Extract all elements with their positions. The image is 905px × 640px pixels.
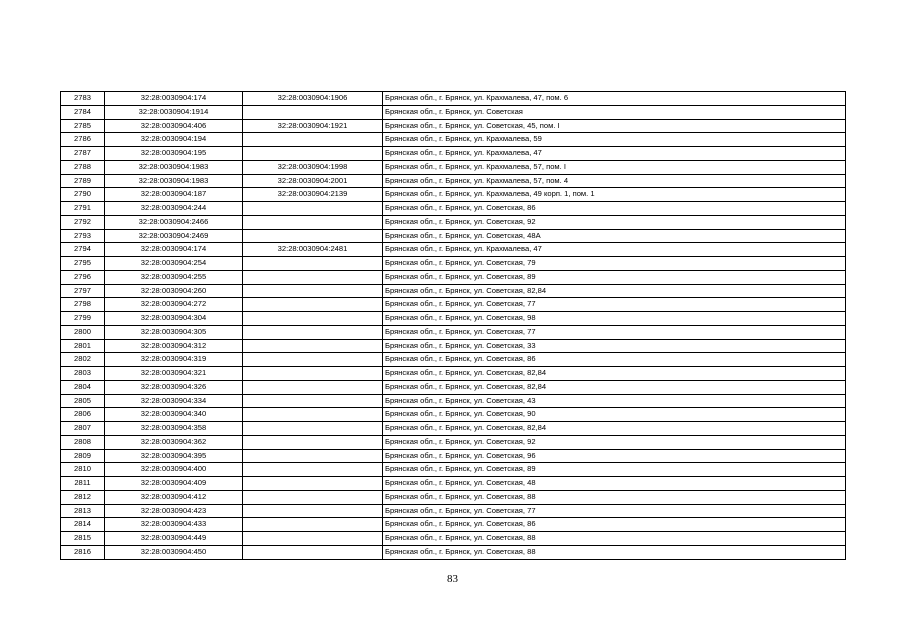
premises-cadastral-number-cell (243, 545, 383, 559)
premises-cadastral-number-cell (243, 284, 383, 298)
address-cell: Брянская обл., г. Брянск, ул. Советская, 45, пом. I (383, 119, 846, 133)
table-row (61, 490, 846, 504)
row-number-cell: 2813 (61, 504, 105, 518)
row-number-cell: 2787 (61, 147, 105, 161)
row-number-cell: 2794 (61, 243, 105, 257)
premises-cadastral-number-cell: 32:28:0030904:2001 (243, 174, 383, 188)
cadastral-number-cell: 32:28:0030904:409 (105, 477, 243, 491)
address-cell: Брянская обл., г. Брянск, ул. Советская, 33 (383, 339, 846, 353)
address-cell: Брянская обл., г. Брянск, ул. Советская, 98 (383, 312, 846, 326)
row-number-cell: 2791 (61, 202, 105, 216)
premises-cadastral-number-cell (243, 477, 383, 491)
table-row (61, 312, 846, 326)
address-cell: Брянская обл., г. Брянск, ул. Крахмалева, 57, пом. I (383, 160, 846, 174)
premises-cadastral-number-cell: 32:28:0030904:1998 (243, 160, 383, 174)
page-number: 83 (447, 573, 458, 585)
cadastral-number-cell: 32:28:0030904:244 (105, 202, 243, 216)
cadastral-number-cell: 32:28:0030904:449 (105, 532, 243, 546)
row-number-cell: 2785 (61, 119, 105, 133)
cadastral-number-cell: 32:28:0030904:334 (105, 394, 243, 408)
address-cell: Брянская обл., г. Брянск, ул. Советская, 86 (383, 518, 846, 532)
cadastral-number-cell: 32:28:0030904:412 (105, 490, 243, 504)
table-body (61, 92, 846, 560)
premises-cadastral-number-cell (243, 353, 383, 367)
table-row (61, 105, 846, 119)
row-number-cell: 2798 (61, 298, 105, 312)
row-number-cell: 2804 (61, 380, 105, 394)
table-row (61, 477, 846, 491)
row-number-cell: 2809 (61, 449, 105, 463)
row-number-cell: 2800 (61, 325, 105, 339)
premises-cadastral-number-cell (243, 449, 383, 463)
row-number-cell: 2805 (61, 394, 105, 408)
row-number-cell: 2795 (61, 257, 105, 271)
cadastral-number-cell: 32:28:0030904:326 (105, 380, 243, 394)
address-cell: Брянская обл., г. Брянск, ул. Советская, 48 (383, 477, 846, 491)
address-cell: Брянская обл., г. Брянск, ул. Крахмалева, 47 (383, 147, 846, 161)
address-cell: Брянская обл., г. Брянск, ул. Советская, 82,84 (383, 380, 846, 394)
row-number-cell: 2789 (61, 174, 105, 188)
address-cell: Брянская обл., г. Брянск, ул. Советская, 92 (383, 215, 846, 229)
premises-cadastral-number-cell (243, 257, 383, 271)
table-row (61, 435, 846, 449)
row-number-cell: 2801 (61, 339, 105, 353)
address-cell: Брянская обл., г. Брянск, ул. Советская, 92 (383, 435, 846, 449)
address-cell: Брянская обл., г. Брянск, ул. Советская (383, 105, 846, 119)
cadastral-number-cell: 32:28:0030904:1983 (105, 160, 243, 174)
cadastral-number-cell: 32:28:0030904:406 (105, 119, 243, 133)
premises-cadastral-number-cell (243, 532, 383, 546)
table-row (61, 284, 846, 298)
cadastral-number-cell: 32:28:0030904:2469 (105, 229, 243, 243)
premises-cadastral-number-cell (243, 298, 383, 312)
cadastral-number-cell: 32:28:0030904:340 (105, 408, 243, 422)
table-row (61, 188, 846, 202)
table-row (61, 270, 846, 284)
cadastral-number-cell: 32:28:0030904:433 (105, 518, 243, 532)
table-row (61, 202, 846, 216)
address-cell: Брянская обл., г. Брянск, ул. Советская, 77 (383, 298, 846, 312)
row-number-cell: 2808 (61, 435, 105, 449)
table-row (61, 408, 846, 422)
address-cell: Брянская обл., г. Брянск, ул. Советская, 89 (383, 463, 846, 477)
row-number-cell: 2784 (61, 105, 105, 119)
cadastral-number-cell: 32:28:0030904:450 (105, 545, 243, 559)
premises-cadastral-number-cell (243, 422, 383, 436)
address-cell: Брянская обл., г. Брянск, ул. Советская, 77 (383, 504, 846, 518)
row-number-cell: 2811 (61, 477, 105, 491)
table-row (61, 339, 846, 353)
cadastral-number-cell: 32:28:0030904:1983 (105, 174, 243, 188)
cadastral-number-cell: 32:28:0030904:305 (105, 325, 243, 339)
row-number-cell: 2797 (61, 284, 105, 298)
address-cell: Брянская обл., г. Брянск, ул. Крахмалева, 49 корп. 1, пом. 1 (383, 188, 846, 202)
premises-cadastral-number-cell (243, 463, 383, 477)
row-number-cell: 2806 (61, 408, 105, 422)
premises-cadastral-number-cell: 32:28:0030904:2481 (243, 243, 383, 257)
premises-cadastral-number-cell (243, 380, 383, 394)
table-row (61, 353, 846, 367)
table-row (61, 422, 846, 436)
cadastral-number-cell: 32:28:0030904:400 (105, 463, 243, 477)
address-cell: Брянская обл., г. Брянск, ул. Советская, 82,84 (383, 422, 846, 436)
cadastral-number-cell: 32:28:0030904:362 (105, 435, 243, 449)
cadastral-number-cell: 32:28:0030904:174 (105, 92, 243, 106)
address-cell: Брянская обл., г. Брянск, ул. Советская, 96 (383, 449, 846, 463)
table-row (61, 133, 846, 147)
premises-cadastral-number-cell (243, 229, 383, 243)
cadastral-number-cell: 32:28:0030904:194 (105, 133, 243, 147)
row-number-cell: 2783 (61, 92, 105, 106)
cadastral-number-cell: 32:28:0030904:312 (105, 339, 243, 353)
cadastral-number-cell: 32:28:0030904:174 (105, 243, 243, 257)
cadastral-number-cell: 32:28:0030904:321 (105, 367, 243, 381)
row-number-cell: 2807 (61, 422, 105, 436)
premises-cadastral-number-cell (243, 105, 383, 119)
premises-cadastral-number-cell: 32:28:0030904:2139 (243, 188, 383, 202)
cadastral-number-cell: 32:28:0030904:423 (105, 504, 243, 518)
row-number-cell: 2799 (61, 312, 105, 326)
table-row (61, 394, 846, 408)
row-number-cell: 2788 (61, 160, 105, 174)
address-cell: Брянская обл., г. Брянск, ул. Советская, 82,84 (383, 284, 846, 298)
row-number-cell: 2802 (61, 353, 105, 367)
address-cell: Брянская обл., г. Брянск, ул. Советская, 77 (383, 325, 846, 339)
address-cell: Брянская обл., г. Брянск, ул. Советская, 88 (383, 490, 846, 504)
table-row (61, 119, 846, 133)
premises-cadastral-number-cell (243, 270, 383, 284)
row-number-cell: 2796 (61, 270, 105, 284)
row-number-cell: 2786 (61, 133, 105, 147)
table-row (61, 463, 846, 477)
cadastral-number-cell: 32:28:0030904:304 (105, 312, 243, 326)
address-cell: Брянская обл., г. Брянск, ул. Советская, 86 (383, 202, 846, 216)
premises-cadastral-number-cell (243, 147, 383, 161)
address-cell: Брянская обл., г. Брянск, ул. Советская, 89 (383, 270, 846, 284)
premises-cadastral-number-cell (243, 435, 383, 449)
row-number-cell: 2792 (61, 215, 105, 229)
cadastral-number-cell: 32:28:0030904:395 (105, 449, 243, 463)
address-cell: Брянская обл., г. Брянск, ул. Крахмалева, 47, пом. 6 (383, 92, 846, 106)
premises-cadastral-number-cell (243, 367, 383, 381)
table-row (61, 545, 846, 559)
table-row (61, 147, 846, 161)
address-cell: Брянская обл., г. Брянск, ул. Советская, 48А (383, 229, 846, 243)
table-row (61, 243, 846, 257)
address-cell: Брянская обл., г. Брянск, ул. Советская, 88 (383, 545, 846, 559)
table-row (61, 257, 846, 271)
row-number-cell: 2803 (61, 367, 105, 381)
premises-cadastral-number-cell (243, 394, 383, 408)
premises-cadastral-number-cell (243, 202, 383, 216)
premises-cadastral-number-cell (243, 133, 383, 147)
cadastral-table (60, 91, 846, 560)
cadastral-number-cell: 32:28:0030904:2466 (105, 215, 243, 229)
table-row (61, 160, 846, 174)
premises-cadastral-number-cell (243, 408, 383, 422)
address-cell: Брянская обл., г. Брянск, ул. Советская, 86 (383, 353, 846, 367)
premises-cadastral-number-cell (243, 215, 383, 229)
premises-cadastral-number-cell (243, 504, 383, 518)
premises-cadastral-number-cell: 32:28:0030904:1906 (243, 92, 383, 106)
table-row (61, 229, 846, 243)
address-cell: Брянская обл., г. Брянск, ул. Советская, 43 (383, 394, 846, 408)
cadastral-number-cell: 32:28:0030904:319 (105, 353, 243, 367)
address-cell: Брянская обл., г. Брянск, ул. Советская, 88 (383, 532, 846, 546)
cadastral-number-cell: 32:28:0030904:195 (105, 147, 243, 161)
cadastral-number-cell: 32:28:0030904:254 (105, 257, 243, 271)
premises-cadastral-number-cell (243, 312, 383, 326)
address-cell: Брянская обл., г. Брянск, ул. Крахмалева, 57, пом. 4 (383, 174, 846, 188)
premises-cadastral-number-cell (243, 518, 383, 532)
row-number-cell: 2814 (61, 518, 105, 532)
address-cell: Брянская обл., г. Брянск, ул. Советская, 90 (383, 408, 846, 422)
row-number-cell: 2816 (61, 545, 105, 559)
cadastral-number-cell: 32:28:0030904:187 (105, 188, 243, 202)
table-row (61, 298, 846, 312)
row-number-cell: 2810 (61, 463, 105, 477)
premises-cadastral-number-cell (243, 490, 383, 504)
cadastral-number-cell: 32:28:0030904:260 (105, 284, 243, 298)
table-row (61, 215, 846, 229)
cadastral-number-cell: 32:28:0030904:1914 (105, 105, 243, 119)
cadastral-number-cell: 32:28:0030904:255 (105, 270, 243, 284)
table-row (61, 325, 846, 339)
address-cell: Брянская обл., г. Брянск, ул. Крахмалева, 59 (383, 133, 846, 147)
premises-cadastral-number-cell (243, 325, 383, 339)
row-number-cell: 2793 (61, 229, 105, 243)
cadastral-number-cell: 32:28:0030904:272 (105, 298, 243, 312)
row-number-cell: 2790 (61, 188, 105, 202)
address-cell: Брянская обл., г. Брянск, ул. Советская, 79 (383, 257, 846, 271)
table-row (61, 532, 846, 546)
premises-cadastral-number-cell: 32:28:0030904:1921 (243, 119, 383, 133)
cadastral-number-cell: 32:28:0030904:358 (105, 422, 243, 436)
table-row (61, 174, 846, 188)
table-row (61, 92, 846, 106)
table-row (61, 367, 846, 381)
table-row (61, 449, 846, 463)
address-cell: Брянская обл., г. Брянск, ул. Крахмалева, 47 (383, 243, 846, 257)
table-row (61, 380, 846, 394)
row-number-cell: 2812 (61, 490, 105, 504)
table-row (61, 504, 846, 518)
row-number-cell: 2815 (61, 532, 105, 546)
address-cell: Брянская обл., г. Брянск, ул. Советская, 82,84 (383, 367, 846, 381)
premises-cadastral-number-cell (243, 339, 383, 353)
table-row (61, 518, 846, 532)
